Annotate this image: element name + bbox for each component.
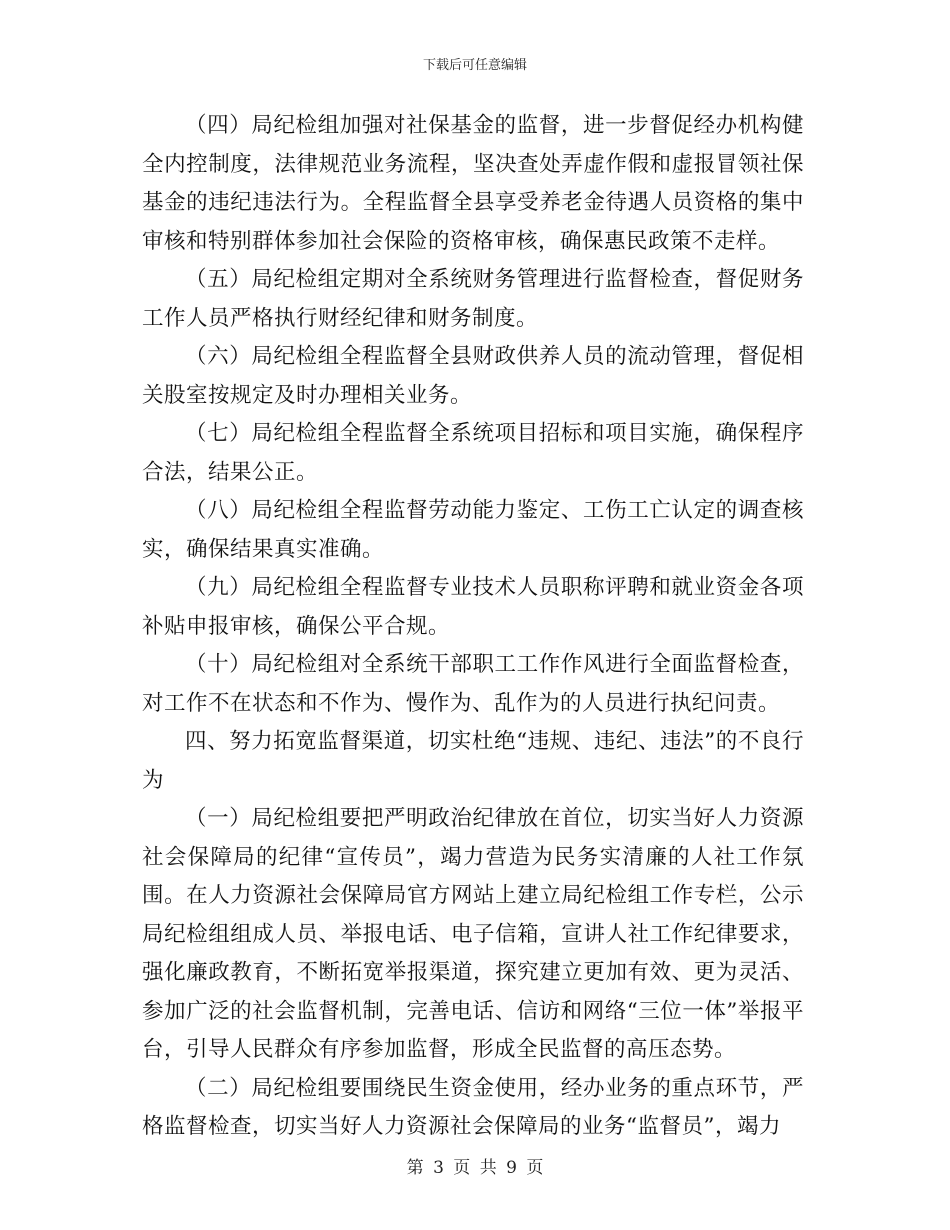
document-body [142, 107, 804, 1147]
paragraph-item-6: （六）局纪检组全程监督全县财政供养人员的流动管理，督促相关股室按规定及时办理相关业务。 [142, 344, 804, 408]
section-heading-4: 四、努力拓宽监督渠道，切实杜绝“违规、违纪、违法”的不良行为 [142, 729, 804, 793]
page-number-footer: 第 3 页 共 9 页 [406, 1158, 544, 1178]
paragraph-item-8: （八）局纪检组全程监督劳动能力鉴定、工伤工亡认定的调查核实，确保结果真实准确。 [142, 498, 804, 562]
paragraph-item-7: （七）局纪检组全程监督全系统项目招标和项目实施，确保程序合法，结果公正。 [142, 421, 804, 485]
paragraph-item-4: （四）局纪检组加强对社保基金的监督，进一步督促经办机构健全内控制度，法律规范业务流程，坚决查处弄虚作假和虚报冒领社保基金的违纪违法行为。全程监督全县享受养老金待遇人员资格的集中审核和特别群体参加社会保险的资格审核，确保惠民政策不走样。 [142, 113, 804, 254]
paragraph-subitem-1: （一）局纪检组要把严明政治纪律放在首位，切实当好人力资源社会保障局的纪律“宣传员”，竭力营造为民务实清廉的人社工作氛围。在人力资源社会保障局官方网站上建立局纪检组工作专栏，公示局纪检组组成人员、举报电话、电子信箱，宣讲人社工作纪律要求，强化廉政教育，不断拓宽举报渠道，探究建立更加有效、更为灵活、参加广泛的社会监督机制，完善电话、信访和网络“三位一体”举报平台，引导人民群众有序参加监督，形成全民监督的高压态势。 [142, 806, 804, 1062]
paragraph-item-5: （五）局纪检组定期对全系统财务管理进行监督检查，督促财务工作人员严格执行财经纪律和财务制度。 [142, 267, 804, 331]
paragraph-item-10: （十）局纪检组对全系统干部职工工作作风进行全面监督检查，对工作不在状态和不作为、慢作为、乱作为的人员进行执纪问责。 [142, 652, 804, 716]
paragraph-subitem-2: （二）局纪检组要围绕民生资金使用，经办业务的重点环节，严格监督检查，切实当好人力资源社会保障局的业务“监督员”，竭力 [142, 1075, 804, 1139]
page-header-note: 下载后可任意编辑 [422, 58, 527, 73]
paragraph-item-9: （九）局纪检组全程监督专业技术人员职称评聘和就业资金各项补贴申报审核，确保公平合规。 [142, 575, 804, 639]
